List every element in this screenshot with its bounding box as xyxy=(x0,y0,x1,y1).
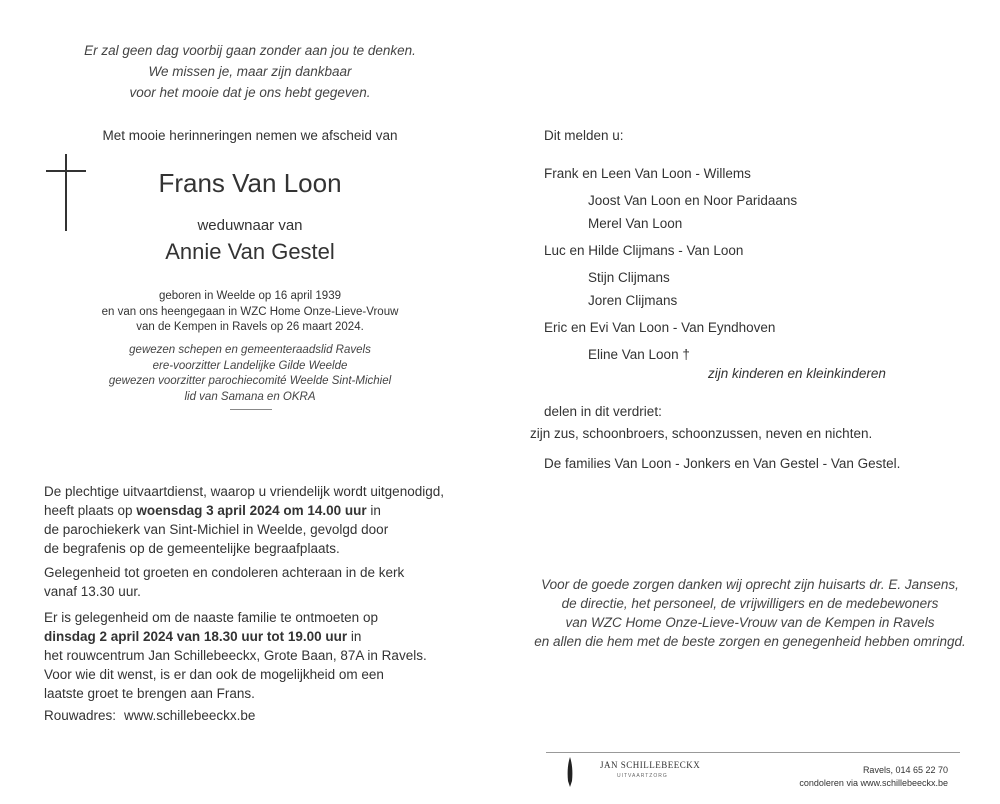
role-item: ere-voorzitter Landelijke Gilde Weelde xyxy=(152,359,348,372)
address-line xyxy=(44,706,464,725)
thanks-line: Voor de goede zorgen danken wij oprecht zijn huisarts dr. E. Jansens, xyxy=(541,577,959,592)
funeral-line: de parochiekerk van Sint-Michiel in Weelde, gevolgd door xyxy=(44,522,389,537)
visitation-line: het rouwcentrum Jan Schillebeeckx, Grote Baan, 87A in Ravels. xyxy=(44,648,427,663)
thanks-line: van WZC Home Onze-Lieve-Vrouw van de Kempen in Ravels xyxy=(565,615,935,630)
contact-line: Ravels, 014 65 22 70 xyxy=(862,765,948,775)
birth-line: geboren in Weelde op 16 april 1939 xyxy=(158,290,341,302)
thanks-line: de directie, het personeel, de vrijwilligers en de medebewoners xyxy=(561,596,939,611)
poem-line: Er zal geen dag voorbij gaan zonder aan jou te denken. xyxy=(84,43,416,58)
family-child: Merel Van Loon xyxy=(588,216,683,231)
share-relatives: zijn zus, schoonbroers, schoonzussen, neven en nichten. xyxy=(530,426,873,441)
footer-contact xyxy=(799,764,948,790)
visitation-date: dinsdag 2 april 2024 van 18.30 uur tot 19.00 uur xyxy=(44,629,348,644)
birth-line: en van ons heengegaan in WZC Home Onze-Lieve-Vrouw xyxy=(101,305,399,318)
logo-name: JAN SCHILLEBEECKX xyxy=(600,760,701,770)
visitation-line: Er is gelegenheid om de naaste familie te ontmoeten op xyxy=(44,610,378,625)
family-child: Eline Van Loon † xyxy=(588,347,690,362)
condolence-line: vanaf 13.30 uur. xyxy=(44,584,141,599)
condolence-link[interactable]: condoleren via www.schillebeeckx.be xyxy=(799,778,948,788)
poem-line: voor het mooie dat je ons hebt gegeven. xyxy=(129,85,371,100)
spouse-name: Annie Van Gestel xyxy=(165,239,335,264)
deceased-name: Frans Van Loon xyxy=(158,168,342,198)
text: in xyxy=(366,503,381,518)
thanks-line: en allen die hem met de beste zorgen en genegenheid hebben omringd. xyxy=(534,634,966,649)
poem-line: We missen je, maar zijn dankbaar xyxy=(148,64,352,79)
condolence-line: Gelegenheid tot groeten en condoleren achteraan in de kerk xyxy=(44,565,405,580)
family-head: Frank en Leen Van Loon - Willems xyxy=(544,166,751,181)
funeral-date: woensdag 3 april 2024 om 14.00 uur xyxy=(136,503,367,518)
birth-details xyxy=(40,289,460,336)
family-child: Joren Clijmans xyxy=(588,293,678,308)
share-families: De families Van Loon - Jonkers en Van Gestel - Van Gestel. xyxy=(544,456,901,471)
role-item: gewezen voorzitter parochiecomité Weelde Sint-Michiel xyxy=(108,375,392,387)
share-label: delen in dit verdriet: xyxy=(544,404,662,419)
visitation-line: laatste groet te brengen aan Frans. xyxy=(44,686,255,701)
roles-list xyxy=(40,343,460,405)
text: heeft plaats op xyxy=(44,503,137,518)
logo-subtitle: UITVAARTZORG xyxy=(617,773,668,779)
footer-divider xyxy=(546,752,960,753)
family-head: Eric en Evi Van Loon - Van Eyndhoven xyxy=(544,320,776,335)
birth-line: van de Kempen in Ravels op 26 maart 2024. xyxy=(136,321,364,333)
funeral-line xyxy=(44,501,464,520)
visitation-paragraph xyxy=(44,608,464,703)
role-item: lid van Samana en OKRA xyxy=(184,390,316,403)
funeral-paragraph xyxy=(44,482,464,558)
funeral-line: de begrafenis op de gemeentelijke begraafplaats. xyxy=(44,541,340,556)
family-child: Stijn Clijmans xyxy=(588,270,670,285)
thanks-paragraph xyxy=(530,575,970,651)
visitation-line: Voor wie dit wenst, is er dan ook de mogelijkheid om een xyxy=(44,667,384,682)
family-summary: zijn kinderen en kleinkinderen xyxy=(708,366,886,381)
visitation-line xyxy=(44,627,464,646)
family-head: Luc en Hilde Clijmans - Van Loon xyxy=(544,243,744,258)
address-label: Rouwadres: xyxy=(44,708,117,723)
address-link[interactable]: www.schillebeeckx.be xyxy=(124,708,256,723)
widow-label: weduwnaar van xyxy=(197,217,303,234)
condolence-paragraph xyxy=(44,563,464,601)
funeral-line: De plechtige uitvaartdienst, waarop u vriendelijk wordt uitgenodigd, xyxy=(44,484,444,499)
divider xyxy=(230,409,272,410)
poem xyxy=(40,40,460,103)
text: in xyxy=(347,629,362,644)
intro-text: Met mooie herinneringen nemen we afscheid van xyxy=(102,128,398,143)
cypress-tree-icon xyxy=(566,757,574,787)
announce-text: Dit melden u: xyxy=(544,128,624,143)
role-item: gewezen schepen en gemeenteraadslid Ravels xyxy=(129,344,371,356)
family-child: Joost Van Loon en Noor Paridaans xyxy=(588,193,798,208)
